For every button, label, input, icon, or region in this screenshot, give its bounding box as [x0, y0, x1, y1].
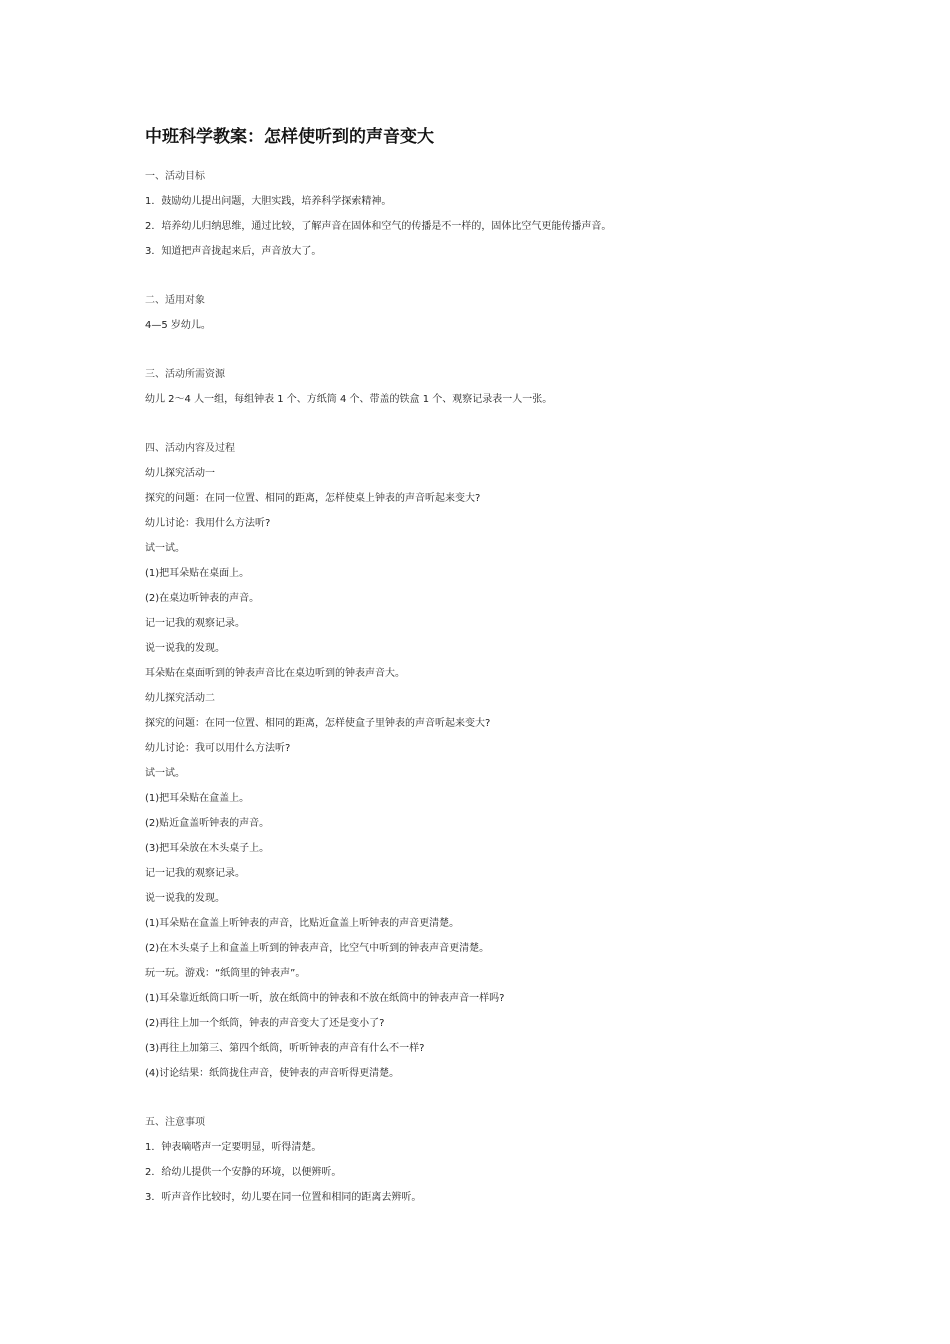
section-list — [145, 164, 845, 1210]
section — [145, 288, 845, 338]
document-title: 中班科学教案：怎样使听到的声音变大 — [145, 127, 434, 147]
body-line: (2)在桌边听钟表的声音。 — [145, 593, 260, 604]
body-line: 玩一玩。游戏：“纸筒里的钟表声”。 — [145, 968, 306, 979]
body-line: (4)讨论结果：纸筒拢住声音，使钟表的声音听得更清楚。 — [145, 1068, 400, 1079]
body-line: 耳朵贴在桌面听到的钟表声音比在桌边听到的钟表声音大。 — [145, 668, 405, 679]
section-heading: 四、活动内容及过程 — [145, 443, 235, 454]
section — [145, 362, 845, 412]
section-heading: 五、注意事项 — [145, 1117, 205, 1128]
body-line: 试一试。 — [145, 768, 185, 779]
body-line: 4—5 岁幼儿。 — [145, 320, 211, 331]
body-line: 2．给幼儿提供一个安静的环境，以便辨听。 — [145, 1167, 342, 1178]
body-line: (2)贴近盒盖听钟表的声音。 — [145, 818, 270, 829]
body-line: (3)再往上加第三、第四个纸筒，听听钟表的声音有什么不一样? — [145, 1043, 425, 1054]
body-line: 幼儿讨论：我用什么方法听? — [145, 518, 271, 529]
section-heading: 二、适用对象 — [145, 295, 205, 306]
body-line: (3)把耳朵放在木头桌子上。 — [145, 843, 270, 854]
body-line: 探究的问题：在同一位置、相同的距离，怎样使盒子里钟表的声音听起来变大? — [145, 718, 491, 729]
document-page — [145, 124, 845, 1234]
section — [145, 436, 845, 1086]
section-heading: 三、活动所需资源 — [145, 369, 225, 380]
body-line: 记一记我的观察记录。 — [145, 618, 245, 629]
section — [145, 1110, 845, 1210]
body-line: 幼儿 2～4 人一组，每组钟表 1 个、方纸筒 4 个、带盖的铁盒 1 个、观察记录表一人一张。 — [145, 394, 553, 405]
section-heading: 一、活动目标 — [145, 171, 205, 182]
section — [145, 164, 845, 264]
body-line: 记一记我的观察记录。 — [145, 868, 245, 879]
body-line: 说一说我的发现。 — [145, 893, 225, 904]
body-line: 幼儿探究活动一 — [145, 468, 215, 479]
body-line: (1)耳朵靠近纸筒口听一听，放在纸筒中的钟表和不放在纸筒中的钟表声音一样吗? — [145, 993, 505, 1004]
body-line: 幼儿探究活动二 — [145, 693, 215, 704]
body-line: (2)在木头桌子上和盒盖上听到的钟表声音，比空气中听到的钟表声音更清楚。 — [145, 943, 490, 954]
body-line: 幼儿讨论：我可以用什么方法听? — [145, 743, 291, 754]
body-line: 3．听声音作比较时，幼儿要在同一位置和相同的距离去辨听。 — [145, 1192, 422, 1203]
body-line: (1)把耳朵贴在盒盖上。 — [145, 793, 250, 804]
body-line: 试一试。 — [145, 543, 185, 554]
body-line: 探究的问题：在同一位置、相同的距离，怎样使桌上钟表的声音听起来变大? — [145, 493, 481, 504]
body-line: (1)把耳朵贴在桌面上。 — [145, 568, 250, 579]
body-line: 1．钟表嘀嗒声一定要明显，听得清楚。 — [145, 1142, 322, 1153]
body-line: 1．鼓励幼儿提出问题，大胆实践，培养科学探索精神。 — [145, 196, 392, 207]
body-line: 说一说我的发现。 — [145, 643, 225, 654]
body-line: 2．培养幼儿归纳思维，通过比较，了解声音在固体和空气的传播是不一样的，固体比空气更能传播声音。 — [145, 221, 612, 232]
body-line: (2)再往上加一个纸筒，钟表的声音变大了还是变小了? — [145, 1018, 385, 1029]
body-line: (1)耳朵贴在盒盖上听钟表的声音，比贴近盒盖上听钟表的声音更清楚。 — [145, 918, 460, 929]
body-line: 3．知道把声音拢起来后，声音放大了。 — [145, 246, 322, 257]
